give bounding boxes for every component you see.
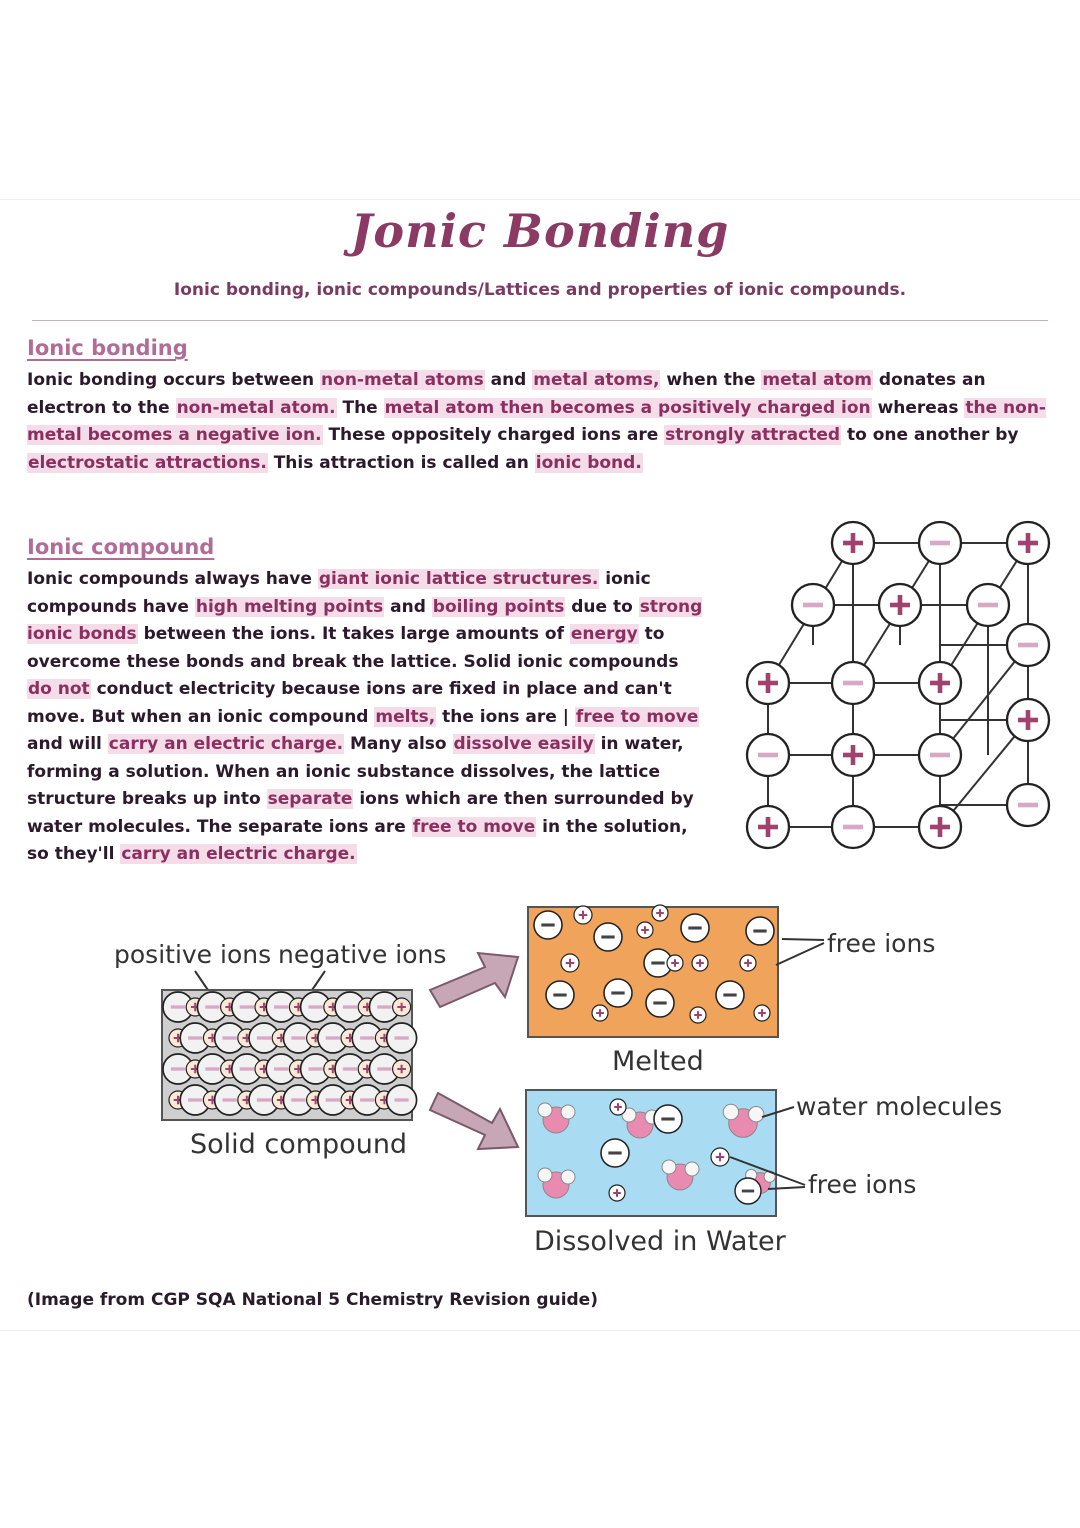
negative-ion [387,1085,417,1115]
paragraph-text: and [384,596,432,617]
ionic-bonding-paragraph [27,367,1052,477]
highlighted-term: giant ionic lattice structures. [318,569,599,589]
positive-ion [1007,699,1049,741]
highlighted-term: boiling points [432,596,565,617]
paragraph-text: and [484,370,533,390]
negative-ion [1007,784,1049,826]
paragraph-text: due to [565,596,639,617]
paragraph-text: to overcome these bonds and break the lattice. Solid ionic compounds [27,624,679,672]
highlighted-term: melts, [375,706,436,727]
highlighted-term: separate [267,789,353,809]
paragraph-text: donates an electron to the [27,370,986,418]
paragraph-text: ionic compounds have [27,569,651,617]
negative-ion [735,1178,761,1204]
highlighted-term: carry an electric charge. [121,844,356,864]
negative-ion [746,917,774,945]
highlighted-term: the non-metal becomes a negative ion. [27,397,1046,445]
positive-ion [919,662,961,704]
dissolved-label: Dissolved in Water [534,1226,786,1257]
positive-ion [832,734,874,776]
paragraph-text: Ionic compounds always have [27,569,318,589]
ionic-compound-heading: Ionic compound [27,535,215,559]
positive-ion [690,1007,706,1023]
positive-ion [652,905,668,921]
negative-ion [646,989,674,1017]
positive-ion [667,955,683,971]
negative-ion [387,1023,417,1053]
highlighted-term: dissolve easily [453,734,594,754]
negative-ion [604,979,632,1007]
paragraph-text: in the solution, so they'll [27,816,688,864]
positive-ion [747,806,789,848]
states-diagram [100,895,1020,1275]
positive-ion [574,906,592,924]
paragraph-text: whereas [871,397,965,418]
image-credit-caption: (Image from CGP SQA National 5 Chemistry Revision guide) [27,1290,598,1310]
page-title: Jonic Bonding [350,204,730,258]
highlighted-term: metal atom then becomes a positively charged ion [384,397,871,418]
positive-ion [637,922,653,938]
paragraph-text: between the ions. It takes large amounts of [137,624,570,644]
ionic-lattice-diagram [738,515,1058,860]
negative-ion [594,923,622,951]
negative-ion [654,1105,682,1133]
positive-ions-label: positive ions [114,940,272,969]
highlighted-term: energy [570,624,638,644]
paragraph-text: Ionic bonding occurs between [27,370,321,390]
negative-ion [534,911,562,939]
paragraph-text: in water, forming a solution. When an ionic substance dissolves, the lattice structure breaks up into [27,734,684,809]
negative-ion [747,734,789,776]
paragraph-text: These oppositely charged ions are [322,425,665,445]
melted-label: Melted [612,1046,704,1077]
highlighted-term: non-metal atoms [321,370,484,390]
positive-ion [393,1060,411,1078]
free-ions-label-melted: free ions [827,929,936,958]
positive-ion [754,1005,770,1021]
solid-compound-label: Solid compound [190,1129,408,1160]
paragraph-text: conduct electricity because ions are fixed in place and can't move. But when an ionic compound [27,679,672,727]
positive-ion [393,998,411,1016]
water-molecules-label: water molecules [796,1092,1003,1121]
highlighted-term: free to move [412,816,536,837]
negative-ion [832,662,874,704]
page-subtitle: Ionic bonding, ionic compounds/Lattices and properties of ionic compounds. [173,280,907,300]
free-ions-label-dissolved: free ions [808,1170,917,1199]
negative-ion [546,981,574,1009]
positive-ion [610,1099,626,1115]
paragraph-text: the ions are | [436,706,575,727]
highlighted-term: ionic bond. [535,452,642,473]
negative-ion [919,522,961,564]
negative-ion [716,981,744,1009]
negative-ion [967,584,1009,626]
positive-ion [747,662,789,704]
positive-ion [561,954,579,972]
paragraph-text: Many also [344,734,453,754]
negative-ion [792,584,834,626]
positive-ion [609,1185,625,1201]
negative-ion [919,734,961,776]
negative-ion [832,806,874,848]
positive-ion [832,522,874,564]
title-divider [32,320,1048,321]
highlighted-term: metal atoms, [533,370,660,390]
paragraph-text: The [336,397,384,418]
negative-ion [601,1139,629,1167]
arrow-to-dissolved [430,1093,518,1149]
positive-ion [711,1148,729,1166]
paragraph-text: to one another by [841,425,1019,445]
highlighted-term: carry an electric charge. [108,734,344,754]
negative-ions-label: negative ions [278,940,447,969]
free-ions-pointer-1 [782,939,824,940]
ionic-bonding-heading: Ionic bonding [27,336,188,360]
highlighted-term: do not [28,679,90,699]
highlighted-term: electrostatic attractions. [28,452,267,473]
highlighted-term: non-metal atom. [176,397,336,418]
paragraph-text: when the [660,370,762,390]
paragraph-text: and will [27,734,108,754]
negative-ion [681,914,709,942]
highlighted-term: free to move [575,706,699,727]
positive-ion [879,584,921,626]
positive-ion [740,955,756,971]
negative-ion [1007,624,1049,666]
paragraph-text: This attraction is called an [267,452,535,473]
highlighted-term: strong ionic bonds [27,596,703,644]
positive-ion [1007,522,1049,564]
positive-ion [919,806,961,848]
highlighted-term: high melting points [195,596,384,617]
positive-ion [592,1005,608,1021]
ionic-compound-paragraph [27,566,707,869]
free-ions-pointer-2 [776,943,824,965]
highlighted-term: metal atom [762,370,872,390]
highlighted-term: strongly attracted [665,425,841,445]
positive-ion [692,955,708,971]
paragraph-text: ions which are then surrounded by water molecules. The separate ions are [27,789,694,837]
